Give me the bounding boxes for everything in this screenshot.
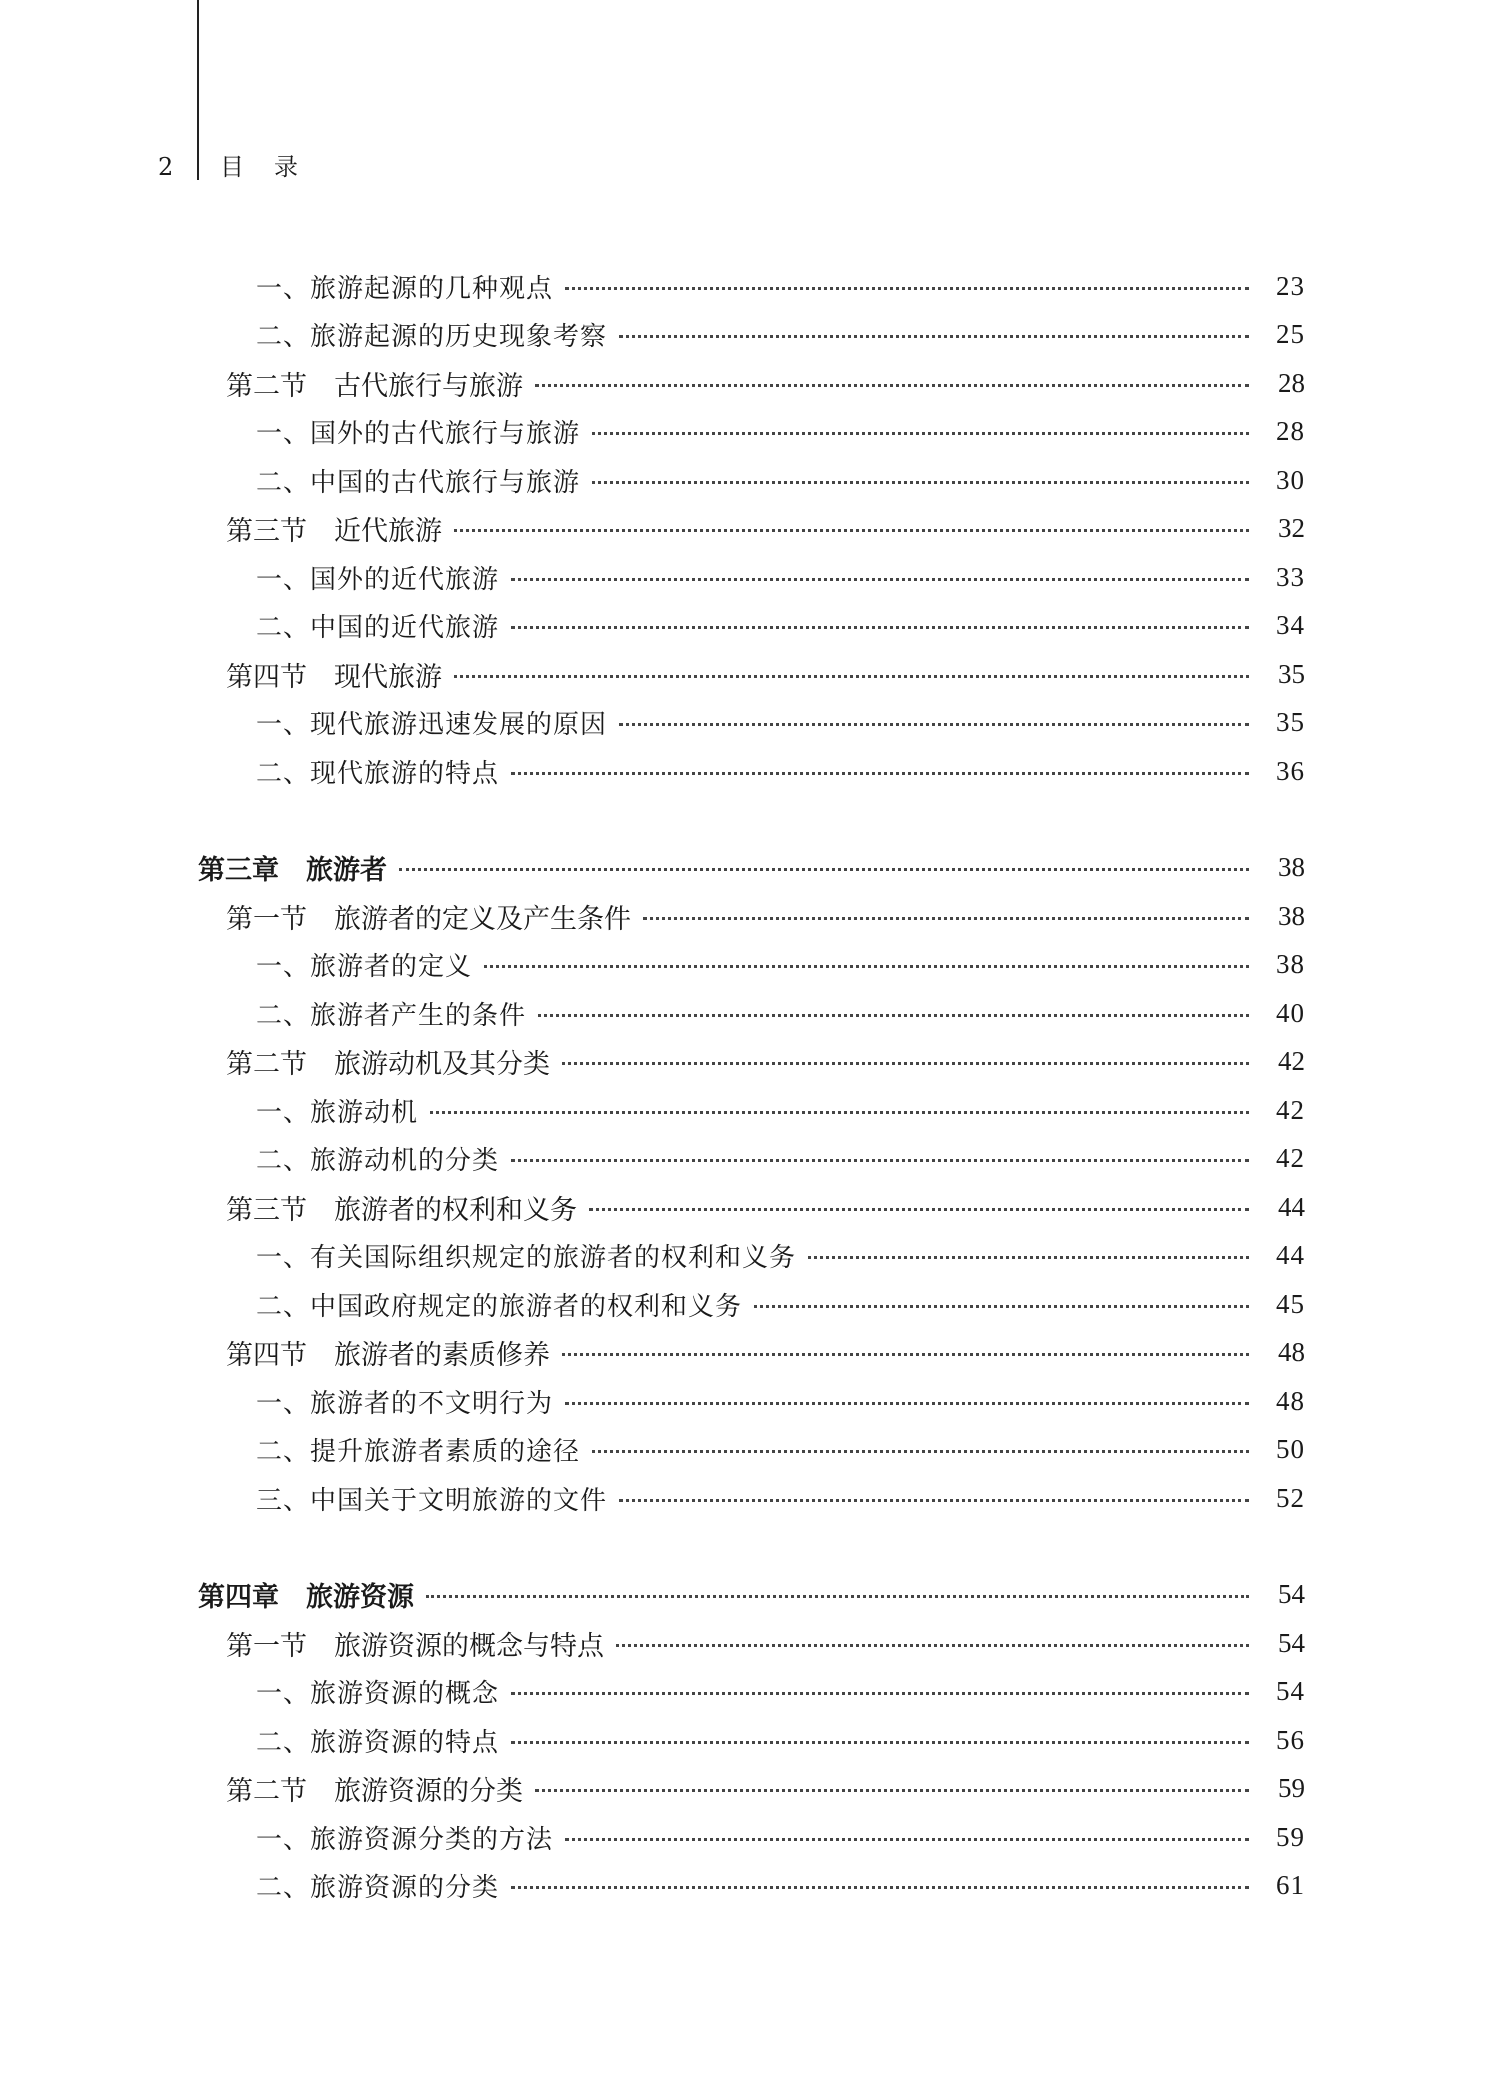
toc-entry-title: 一、旅游者的定义: [256, 952, 473, 983]
toc-entry-title: 第一节 旅游者的定义及产生条件: [226, 903, 631, 935]
dot-leader: [592, 432, 1249, 435]
dot-leader: [511, 578, 1249, 581]
dot-leader: [565, 287, 1249, 290]
toc-entry-page-number: 38: [1278, 852, 1305, 883]
dot-leader: [511, 626, 1249, 629]
toc-item-entry[interactable]: [0, 1086, 1505, 1135]
toc-entry-title: 二、提升旅游者素质的途径: [256, 1437, 581, 1468]
toc-group: [0, 1571, 1505, 1911]
toc-entry-page-number: 40: [1276, 997, 1305, 1028]
toc-entry-page-number: 38: [1276, 949, 1305, 980]
dot-leader: [808, 1256, 1249, 1259]
toc-item-entry[interactable]: [0, 747, 1505, 796]
toc-entry-page-number: 59: [1276, 1821, 1305, 1852]
toc-entry-title: 第二节 旅游动机及其分类: [226, 1049, 550, 1081]
toc-entry-title: 一、国外的古代旅行与旅游: [256, 419, 581, 450]
dot-leader: [592, 481, 1249, 484]
toc-entry-title: 第二节 旅游资源的分类: [226, 1776, 523, 1808]
toc-entry-page-number: 42: [1276, 1143, 1305, 1174]
toc-entry-page-number: 35: [1278, 658, 1305, 689]
toc-item-entry[interactable]: [0, 1813, 1505, 1862]
toc-entry-title: 第一节 旅游资源的概念与特点: [226, 1630, 604, 1662]
toc-item-entry[interactable]: [0, 1426, 1505, 1475]
dot-leader: [426, 1595, 1249, 1598]
table-of-contents: [0, 262, 1505, 1910]
dot-leader: [619, 335, 1249, 338]
page-number: 2: [158, 153, 174, 181]
toc-item-entry[interactable]: [0, 553, 1505, 602]
toc-group: [0, 262, 1505, 796]
toc-entry-title: 一、旅游资源的概念: [256, 1679, 500, 1710]
toc-group: [0, 844, 1505, 1523]
toc-entry-title: 二、旅游起源的历史现象考察: [256, 322, 608, 353]
dot-leader: [511, 1741, 1249, 1744]
toc-entry-page-number: 33: [1276, 561, 1305, 592]
toc-chapter-entry[interactable]: [0, 844, 1505, 893]
toc-entry-page-number: 48: [1276, 1385, 1305, 1416]
toc-entry-page-number: 30: [1276, 464, 1305, 495]
toc-entry-page-number: 61: [1276, 1870, 1305, 1901]
toc-entry-page-number: 54: [1276, 1676, 1305, 1707]
toc-entry-title: 二、旅游者产生的条件: [256, 1000, 527, 1031]
toc-entry-page-number: 56: [1276, 1724, 1305, 1755]
toc-section-entry[interactable]: [0, 505, 1505, 554]
toc-chapter-entry[interactable]: [0, 1571, 1505, 1620]
toc-entry-title: 一、旅游资源分类的方法: [256, 1824, 554, 1855]
toc-item-entry[interactable]: [0, 699, 1505, 748]
dot-leader: [454, 675, 1249, 678]
dot-leader: [511, 772, 1249, 775]
toc-entry-title: 一、旅游者的不文明行为: [256, 1388, 554, 1419]
toc-entry-page-number: 54: [1278, 1579, 1305, 1610]
toc-entry-title: 第四章 旅游资源: [198, 1582, 414, 1614]
toc-item-entry[interactable]: [0, 1862, 1505, 1911]
toc-entry-title: 第三章 旅游者: [198, 855, 387, 887]
toc-entry-title: 二、中国的古代旅行与旅游: [256, 467, 581, 498]
toc-entry-page-number: 54: [1278, 1627, 1305, 1658]
toc-section-entry[interactable]: [0, 892, 1505, 941]
toc-entry-page-number: 59: [1278, 1773, 1305, 1804]
dot-leader: [616, 1644, 1249, 1647]
header-divider-line: [197, 0, 199, 180]
toc-entry-title: 三、中国关于文明旅游的文件: [256, 1485, 608, 1516]
toc-item-entry[interactable]: [0, 1135, 1505, 1184]
dot-leader: [619, 723, 1249, 726]
toc-item-entry[interactable]: [0, 1474, 1505, 1523]
toc-section-entry[interactable]: [0, 650, 1505, 699]
toc-section-entry[interactable]: [0, 1619, 1505, 1668]
toc-entry-page-number: 28: [1276, 416, 1305, 447]
dot-leader: [484, 965, 1249, 968]
toc-item-entry[interactable]: [0, 456, 1505, 505]
toc-entry-page-number: 35: [1276, 707, 1305, 738]
dot-leader: [511, 1886, 1249, 1889]
toc-entry-page-number: 34: [1276, 610, 1305, 641]
toc-item-entry[interactable]: [0, 941, 1505, 990]
toc-entry-title: 第四节 旅游者的素质修养: [226, 1340, 550, 1372]
dot-leader: [562, 1062, 1249, 1065]
toc-entry-page-number: 32: [1278, 513, 1305, 544]
dot-leader: [454, 529, 1249, 532]
toc-entry-title: 二、中国的近代旅游: [256, 613, 500, 644]
toc-entry-page-number: 38: [1278, 900, 1305, 931]
dot-leader: [565, 1402, 1249, 1405]
toc-item-entry[interactable]: [0, 1232, 1505, 1281]
toc-entry-title: 一、旅游起源的几种观点: [256, 273, 554, 304]
dot-leader: [511, 1159, 1249, 1162]
toc-item-entry[interactable]: [0, 311, 1505, 360]
toc-entry-page-number: 23: [1276, 270, 1305, 301]
toc-section-entry[interactable]: [0, 1183, 1505, 1232]
dot-leader: [538, 1014, 1249, 1017]
toc-item-entry[interactable]: [0, 1377, 1505, 1426]
toc-entry-title: 一、国外的近代旅游: [256, 564, 500, 595]
toc-entry-title: 第二节 古代旅行与旅游: [226, 370, 523, 402]
toc-item-entry[interactable]: [0, 989, 1505, 1038]
toc-entry-title: 二、旅游资源的分类: [256, 1873, 500, 1904]
toc-entry-page-number: 48: [1278, 1337, 1305, 1368]
dot-leader: [562, 1353, 1249, 1356]
toc-entry-title: 二、旅游资源的特点: [256, 1727, 500, 1758]
dot-leader: [399, 868, 1249, 871]
dot-leader: [430, 1111, 1249, 1114]
dot-leader: [535, 384, 1249, 387]
toc-entry-title: 第三节 旅游者的权利和义务: [226, 1194, 577, 1226]
toc-entry-page-number: 44: [1278, 1191, 1305, 1222]
toc-entry-title: 一、现代旅游迅速发展的原因: [256, 710, 608, 741]
toc-entry-title: 第三节 近代旅游: [226, 516, 442, 548]
toc-entry-title: 二、旅游动机的分类: [256, 1146, 500, 1177]
toc-entry-page-number: 28: [1278, 367, 1305, 398]
toc-section-entry[interactable]: [0, 1038, 1505, 1087]
toc-entry-page-number: 42: [1278, 1046, 1305, 1077]
toc-section-entry[interactable]: [0, 359, 1505, 408]
running-header-title: 目录: [220, 153, 328, 181]
toc-entry-page-number: 25: [1276, 319, 1305, 350]
toc-item-entry[interactable]: [0, 262, 1505, 311]
toc-entry-page-number: 52: [1276, 1482, 1305, 1513]
toc-entry-title: 一、旅游动机: [256, 1097, 419, 1128]
toc-entry-title: 二、中国政府规定的旅游者的权利和义务: [256, 1291, 743, 1322]
toc-entry-title: 二、现代旅游的特点: [256, 758, 500, 789]
dot-leader: [535, 1789, 1249, 1792]
toc-entry-title: 一、有关国际组织规定的旅游者的权利和义务: [256, 1243, 797, 1274]
toc-item-entry[interactable]: [0, 602, 1505, 651]
dot-leader: [619, 1499, 1249, 1502]
toc-item-entry[interactable]: [0, 408, 1505, 457]
toc-item-entry[interactable]: [0, 1668, 1505, 1717]
toc-item-entry[interactable]: [0, 1280, 1505, 1329]
dot-leader: [565, 1838, 1249, 1841]
dot-leader: [589, 1208, 1249, 1211]
toc-section-entry[interactable]: [0, 1329, 1505, 1378]
toc-entry-title: 第四节 现代旅游: [226, 661, 442, 693]
toc-entry-page-number: 45: [1276, 1288, 1305, 1319]
toc-item-entry[interactable]: [0, 1716, 1505, 1765]
toc-entry-page-number: 50: [1276, 1434, 1305, 1465]
toc-entry-page-number: 36: [1276, 755, 1305, 786]
dot-leader: [592, 1450, 1249, 1453]
dot-leader: [643, 917, 1249, 920]
dot-leader: [511, 1692, 1249, 1695]
toc-entry-page-number: 44: [1276, 1240, 1305, 1271]
dot-leader: [754, 1305, 1249, 1308]
toc-section-entry[interactable]: [0, 1765, 1505, 1814]
toc-entry-page-number: 42: [1276, 1094, 1305, 1125]
